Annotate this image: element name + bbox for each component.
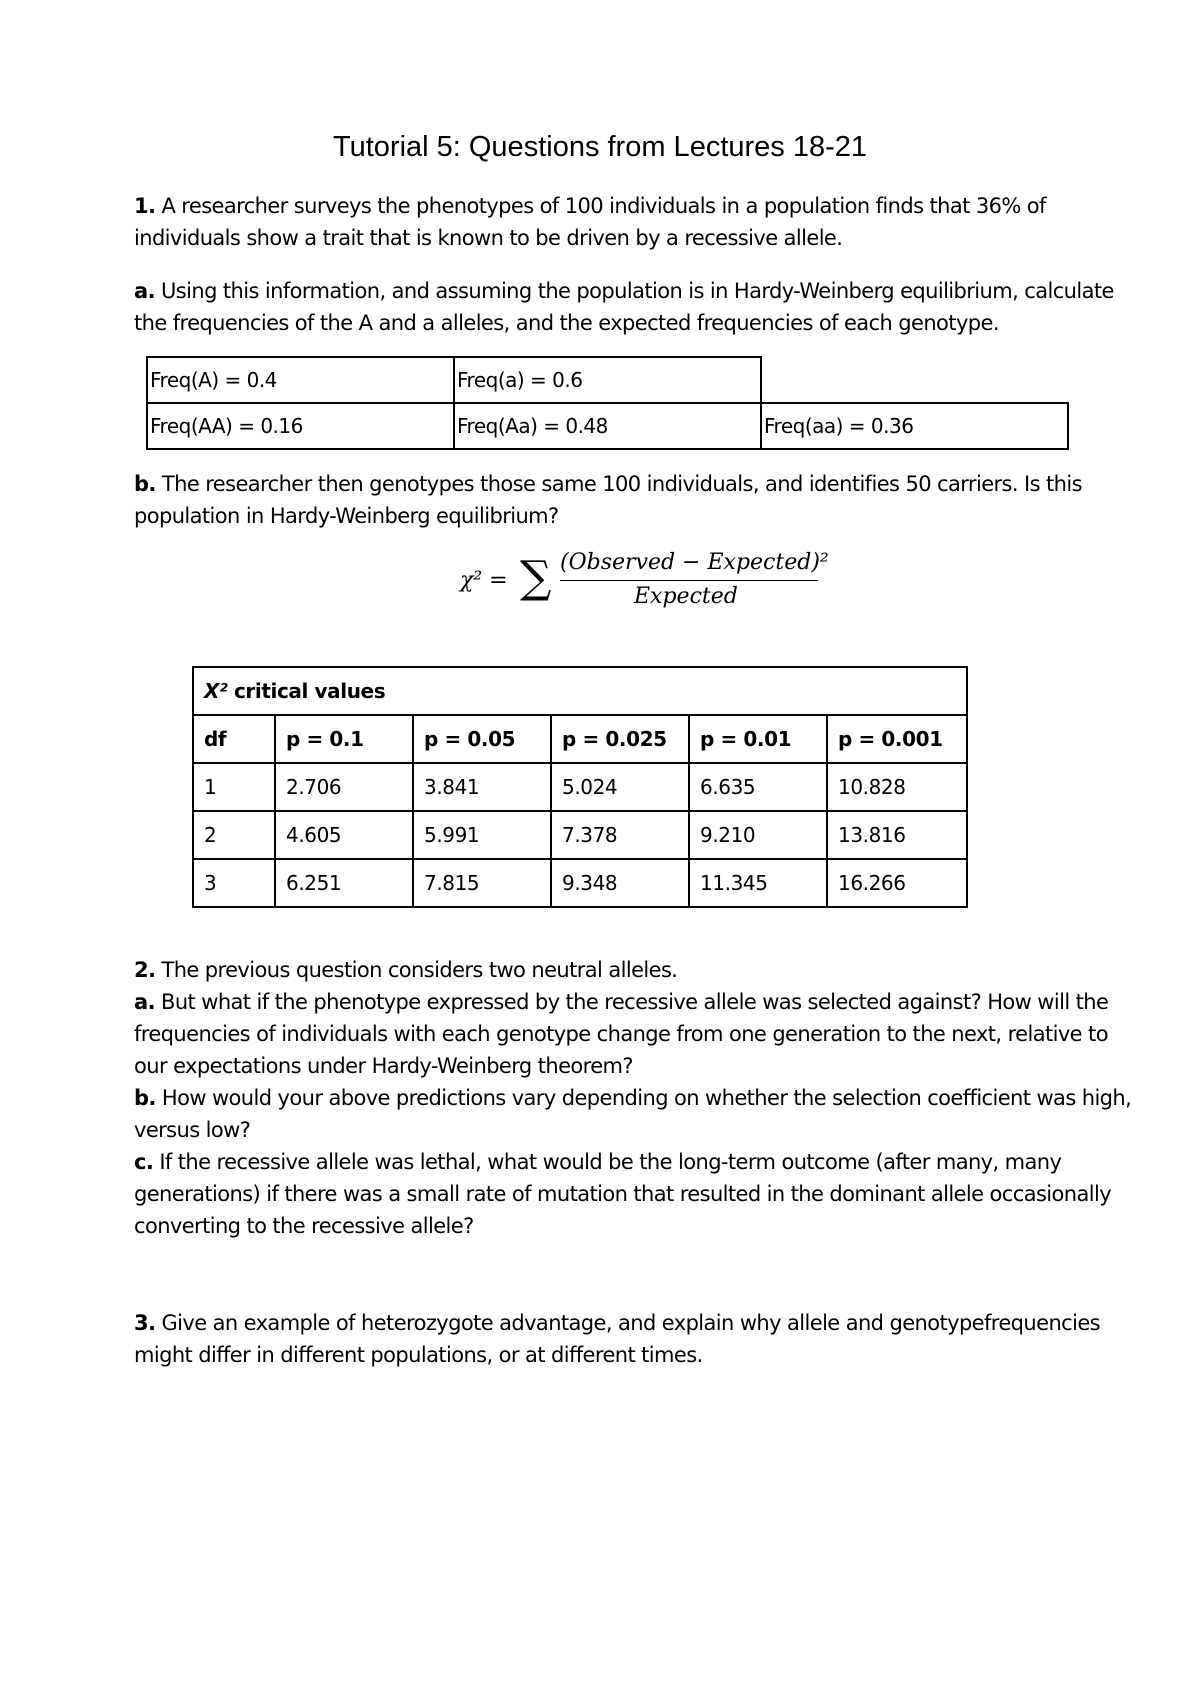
freq-aa-cell: Freq(aa) = 0.36	[761, 403, 1068, 449]
question-1a-text: Using this information, and assuming the population is in Hardy-Weinberg equilibrium, calculate the frequencies of the A and a alleles, and the expected frequencies of each genotype.	[134, 279, 1114, 335]
frequency-table-row-alleles	[147, 357, 1068, 403]
table-cell: 6.635	[689, 763, 827, 811]
chi-square-symbol: X²	[204, 679, 228, 703]
table-row	[193, 811, 967, 859]
table-cell: 16.266	[827, 859, 967, 907]
question-2c	[134, 1146, 1144, 1242]
freq-a-cell: Freq(a) = 0.6	[454, 357, 761, 403]
formula-numerator: (Observed − Expected)²	[560, 550, 829, 575]
question-1-number: 1.	[134, 194, 156, 218]
critical-values-title-row	[193, 667, 967, 715]
chi-square-formula	[460, 546, 840, 616]
question-2b-text: How would your above predictions vary depending on whether the selection coefficient was high, versus low?	[134, 1086, 1132, 1142]
table-cell: 3	[193, 859, 275, 907]
question-3-text: Give an example of heterozygote advantage, and explain why allele and genotypefrequencies might differ in different populations, or at different times.	[134, 1311, 1100, 1367]
critical-values-label: critical values	[233, 679, 386, 703]
table-cell: 1	[193, 763, 275, 811]
table-cell: 2.706	[275, 763, 413, 811]
question-2c-text: If the recessive allele was lethal, what would be the long-term outcome (after many, many generations) if there was a small rate of mutation that resulted in the dominant allele occasionally converting to the recessive allele?	[134, 1150, 1112, 1238]
question-2b-label: b.	[134, 1086, 156, 1110]
table-cell: 9.210	[689, 811, 827, 859]
critical-values-column-headers	[193, 715, 967, 763]
question-2a-label: a.	[134, 990, 155, 1014]
freq-Aa-cell: Freq(Aa) = 0.48	[454, 403, 761, 449]
column-header-p0025: p = 0.025	[551, 715, 689, 763]
question-2b	[134, 1082, 1144, 1146]
page-title: Tutorial 5: Questions from Lectures 18-21	[332, 131, 868, 163]
question-2-number: 2.	[134, 958, 156, 982]
question-1b	[134, 468, 1144, 532]
frequency-table	[146, 356, 1069, 450]
critical-values-table	[192, 666, 968, 908]
summation-symbol: ∑	[520, 552, 552, 603]
column-header-p001: p = 0.01	[689, 715, 827, 763]
table-cell: 7.378	[551, 811, 689, 859]
table-cell: 5.024	[551, 763, 689, 811]
critical-values-title	[193, 667, 967, 715]
question-1a	[134, 275, 1144, 339]
freq-A-cell: Freq(A) = 0.4	[147, 357, 454, 403]
question-1b-text: The researcher then genotypes those same 100 individuals, and identifies 50 carriers. Is this population in Hardy-Weinberg equilibrium?	[134, 472, 1082, 528]
freq-AA-cell: Freq(AA) = 0.16	[147, 403, 454, 449]
column-header-p0001: p = 0.001	[827, 715, 967, 763]
table-cell: 4.605	[275, 811, 413, 859]
column-header-p01: p = 0.1	[275, 715, 413, 763]
table-cell: 3.841	[413, 763, 551, 811]
table-cell: 5.991	[413, 811, 551, 859]
question-1-text: A researcher surveys the phenotypes of 100 individuals in a population finds that 36% of individuals show a trait that is known to be driven by a recessive allele.	[134, 194, 1046, 250]
question-1a-label: a.	[134, 279, 155, 303]
question-3-number: 3.	[134, 1311, 156, 1335]
formula-lhs: χ² =	[460, 568, 508, 593]
question-1b-label: b.	[134, 472, 156, 496]
question-2a-text: But what if the phenotype expressed by the recessive allele was selected against? How will the frequencies of individuals with each genotype change from one generation to the next, relative to our expectations under Hardy-Weinberg theorem?	[134, 990, 1109, 1078]
formula-denominator: Expected	[634, 584, 738, 609]
table-cell: 11.345	[689, 859, 827, 907]
table-row	[193, 859, 967, 907]
question-2c-label: c.	[134, 1150, 154, 1174]
table-cell: 13.816	[827, 811, 967, 859]
question-2	[134, 954, 1144, 986]
question-2a	[134, 986, 1144, 1082]
table-row	[193, 763, 967, 811]
question-1	[134, 190, 1144, 254]
table-cell: 7.815	[413, 859, 551, 907]
table-cell: 9.348	[551, 859, 689, 907]
fraction-bar	[560, 580, 818, 581]
frequency-table-row-genotypes	[147, 403, 1068, 449]
column-header-df: df	[193, 715, 275, 763]
column-header-p005: p = 0.05	[413, 715, 551, 763]
table-cell: 10.828	[827, 763, 967, 811]
table-cell: 2	[193, 811, 275, 859]
question-3	[134, 1307, 1144, 1371]
table-cell: 6.251	[275, 859, 413, 907]
question-2-text: The previous question considers two neutral alleles.	[161, 958, 678, 982]
empty-cell	[761, 357, 1068, 403]
